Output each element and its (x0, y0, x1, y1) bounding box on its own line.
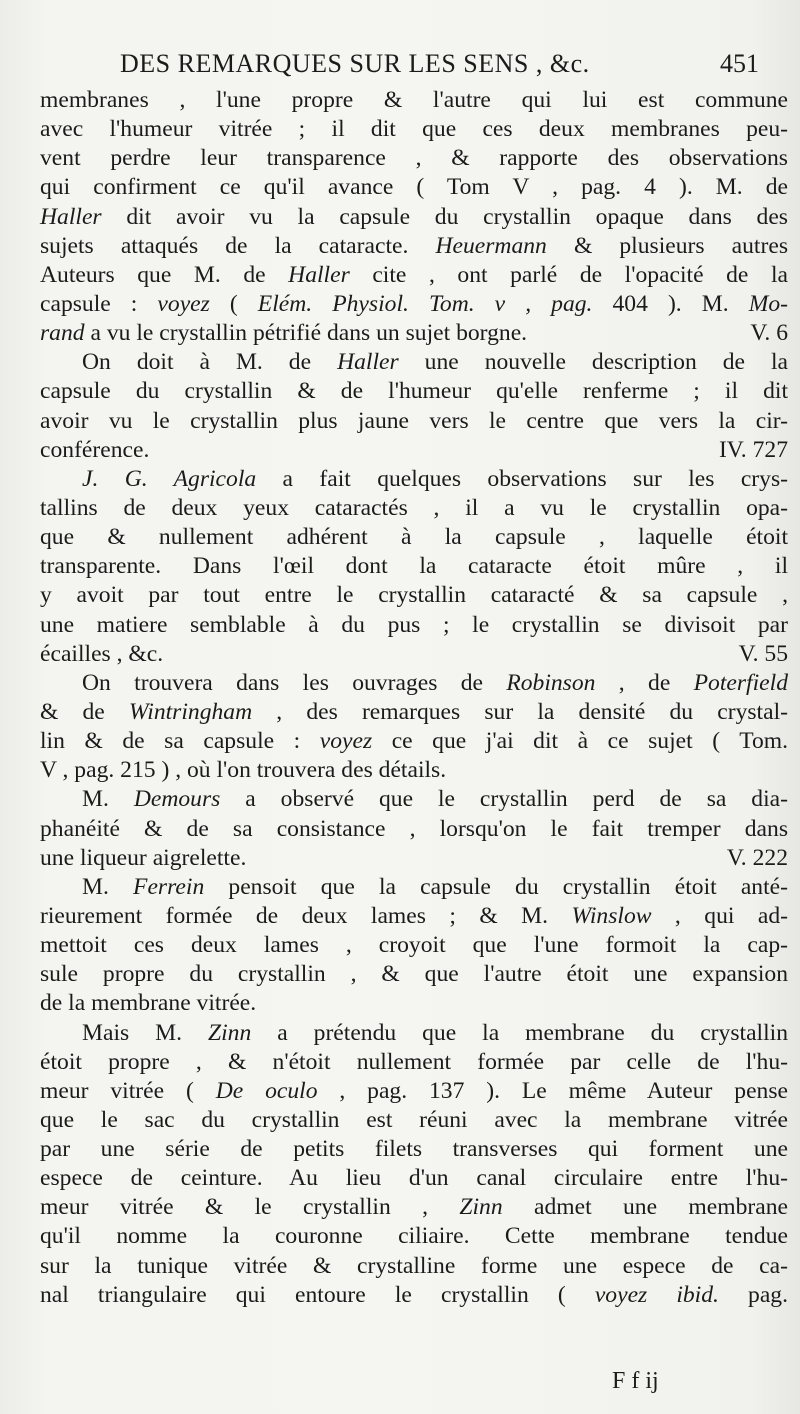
text-line: & de Wintringham , des remarques sur la densité du crystal- (40, 698, 788, 725)
line-text: une liqueur aigrelette. (40, 844, 247, 871)
text-line: meur vitrée & le crystallin , Zinn admet une membrane (40, 1194, 788, 1221)
text-line: de la membrane vitrée. (40, 990, 257, 1017)
text-line (40, 436, 788, 465)
text-line: qui confirment ce qu'il avance ( Tom V , pag. 4 ). M. de (40, 174, 788, 201)
text-line: que le sac du crystallin est réuni avec la membrane vitrée (40, 1106, 788, 1133)
text-line: meur vitrée ( De oculo , pag. 137 ). Le même Auteur pense (40, 1077, 788, 1104)
text-line: avoir vu le crystallin plus jaune vers le centre que vers la cir- (40, 407, 788, 434)
text-line: capsule du crystallin & de l'humeur qu'elle renferme ; il dit (40, 378, 788, 405)
paragraph-start: On doit à M. de Haller une nouvelle description de la (82, 349, 789, 376)
text-line: capsule : voyez ( Elém. Physiol. Tom. v , pag. 404 ). M. Mo- (40, 290, 788, 317)
line-text: conférence. (40, 436, 150, 463)
text-line (40, 844, 788, 873)
volume-reference: IV. 727 (718, 436, 788, 463)
text-line: phanéité & de sa consistance , lorsqu'on le fait tremper dans (40, 815, 788, 842)
paragraph-start: On trouvera dans les ouvrages de Robinson , de Poterfield (82, 669, 788, 696)
volume-reference: V. 6 (750, 320, 788, 347)
text-line: sur la tunique vitrée & crystalline forme une espece de ca- (40, 1252, 788, 1279)
text-line: sule propre du crystallin , & que l'autre étoit une expansion (40, 961, 788, 988)
text-line: membranes , l'une propre & l'autre qui lui est commune (40, 87, 788, 113)
text-line: étoit propre , & n'étoit nullement formée par celle de l'hu- (40, 1048, 788, 1075)
text-line: Haller dit avoir vu la capsule du crystallin opaque dans des (40, 203, 788, 230)
text-line: tallins de deux yeux cataractés , il a vu le crystallin opa- (40, 494, 788, 521)
text-line: sujets attaqués de la cataracte. Heuermann & plusieurs autres (40, 232, 788, 259)
text-line: V , pag. 215 ) , où l'on trouvera des détails. (40, 757, 447, 784)
text-line: vent perdre leur transparence , & rapporte des observations (40, 145, 788, 172)
volume-reference: V. 222 (726, 844, 788, 871)
text-line: qu'il nomme la couronne ciliaire. Cette membrane tendue (40, 1223, 788, 1250)
line-text: écailles , &c. (40, 640, 164, 667)
volume-reference: V. 55 (738, 640, 788, 667)
text-line: transparente. Dans l'œil dont la cataracte étoit mûre , il (40, 553, 788, 580)
text-line (40, 640, 788, 669)
text-line: lin & de sa capsule : voyez ce que j'ai dit à ce sujet ( Tom. (40, 728, 789, 755)
text-line: rieurement formée de deux lames ; & M. Winslow , qui ad- (40, 902, 788, 929)
page-number: 451 (720, 49, 759, 78)
text-line: Auteurs que M. de Haller cite , ont parlé de l'opacité de la (40, 261, 788, 288)
text-line: espece de ceinture. Au lieu d'un canal circulaire entre l'hu- (40, 1165, 788, 1192)
paragraph-start: M. Ferrein pensoit que la capsule du crystallin étoit anté- (82, 873, 788, 900)
paragraph-start: M. Demours a observé que le crystallin perd de sa dia- (82, 786, 788, 813)
running-title: DES REMARQUES SUR LES SENS , &c. (120, 49, 590, 78)
text-line: avec l'humeur vitrée ; il dit que ces deux membranes peu- (40, 116, 788, 143)
paragraph-start: J. G. Agricola a fait quelques observations sur les crys- (82, 465, 788, 492)
line-text: rand a vu le crystallin pétrifié dans un sujet borgne. (40, 320, 528, 347)
body-text (40, 86, 788, 1310)
text-line (40, 319, 788, 348)
text-line: que & nullement adhérent à la capsule , laquelle étoit (40, 524, 788, 551)
page-header (0, 44, 800, 84)
text-line: une matiere semblable à du pus ; le crystallin se divisoit par (40, 611, 788, 638)
text-line: nal triangulaire qui entoure le crystallin ( voyez ibid. pag. (40, 1281, 788, 1308)
text-line: y avoit par tout entre le crystallin cataracté & sa capsule , (40, 582, 788, 609)
paragraph-start: Mais M. Zinn a prétendu que la membrane du crystallin (82, 1019, 789, 1046)
signature-mark: F f ij (612, 1368, 659, 1394)
text-line: mettoit ces deux lames , croyoit que l'une formoit la cap- (40, 932, 788, 959)
text-line: par une série de petits filets transverses qui forment une (40, 1136, 788, 1163)
